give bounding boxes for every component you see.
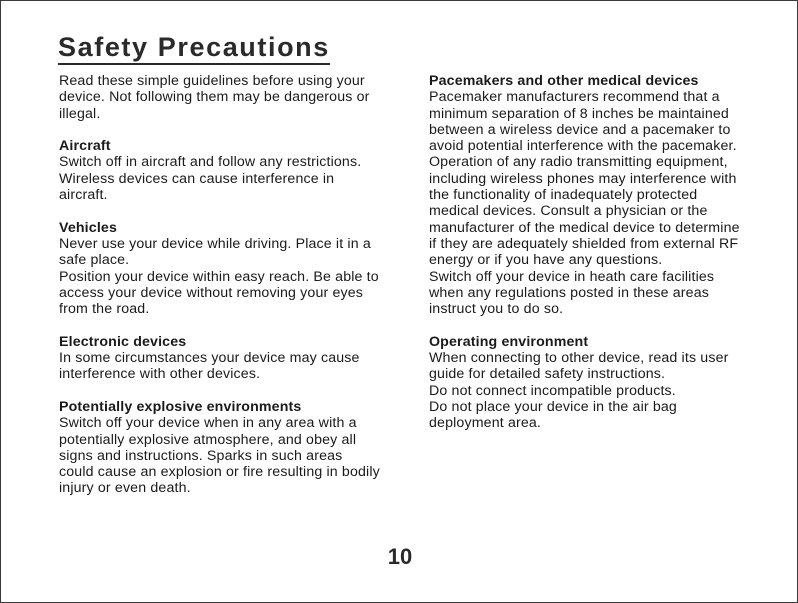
right-column	[429, 73, 749, 432]
section-aircraft	[59, 138, 381, 203]
section-heading: Electronic devices	[59, 333, 187, 350]
section-vehicles	[59, 220, 381, 318]
section-paragraph: Never use your device while driving. Place it in a safe place.	[59, 235, 371, 269]
section-paragraph: Switch off your device in heath care facilities when any regulations posted in these areas instruct you to do so.	[429, 268, 715, 318]
section-paragraph: Switch off in aircraft and follow any restrictions. Wireless devices can cause interference in aircraft.	[59, 154, 362, 204]
left-column	[59, 73, 381, 497]
section-paragraph: In some circumstances your device may cause interference with other devices.	[59, 350, 360, 383]
intro-text: Read these simple guidelines before using your device. Not following them may be dangerous or illegal.	[59, 73, 370, 122]
section-paragraph: Do not connect incompatible products.	[429, 382, 676, 399]
section-paragraph: Operation of any radio transmitting equipment, including wireless phones may interference with the functionality of inadequately protected medical devices. Consult a physician or the manufacturer of the medical device to determine if they are adequately shielded from external RF energy or if you have any questions.	[429, 154, 740, 269]
section-heading: Potentially explosive environments	[59, 398, 302, 415]
section-explosive-environments	[59, 399, 381, 497]
section-paragraph: Position your device within easy reach. Be able to access your device without removing your eyes from the road.	[59, 268, 379, 318]
section-heading: Operating environment	[429, 333, 589, 350]
section-paragraph: Pacemaker manufacturers recommend that a minimum separation of 8 inches be maintained between a wireless device and a pacemaker to avoid potential interference with the pacemaker.	[429, 89, 737, 155]
page-number: 10	[387, 544, 413, 569]
section-heading: Aircraft	[59, 138, 111, 155]
section-heading: Pacemakers and other medical devices	[429, 73, 699, 89]
section-paragraph: Switch off your device when in any area with a potentially explosive atmosphere, and obey all signs and instructions. Sparks in such areas could cause an explosion or fire resulting in bodily injury or even death.	[59, 415, 380, 497]
section-medical-devices	[429, 73, 749, 317]
section-electronic-devices	[59, 334, 381, 383]
intro-block	[59, 73, 381, 122]
section-paragraph: When connecting to other device, read its user guide for detailed safety instructions.	[429, 350, 729, 383]
section-paragraph: Do not place your device in the air bag deployment area.	[429, 398, 677, 432]
page-title: Safety Precautions	[58, 31, 330, 65]
section-operating-environment	[429, 334, 749, 432]
section-heading: Vehicles	[59, 219, 117, 236]
